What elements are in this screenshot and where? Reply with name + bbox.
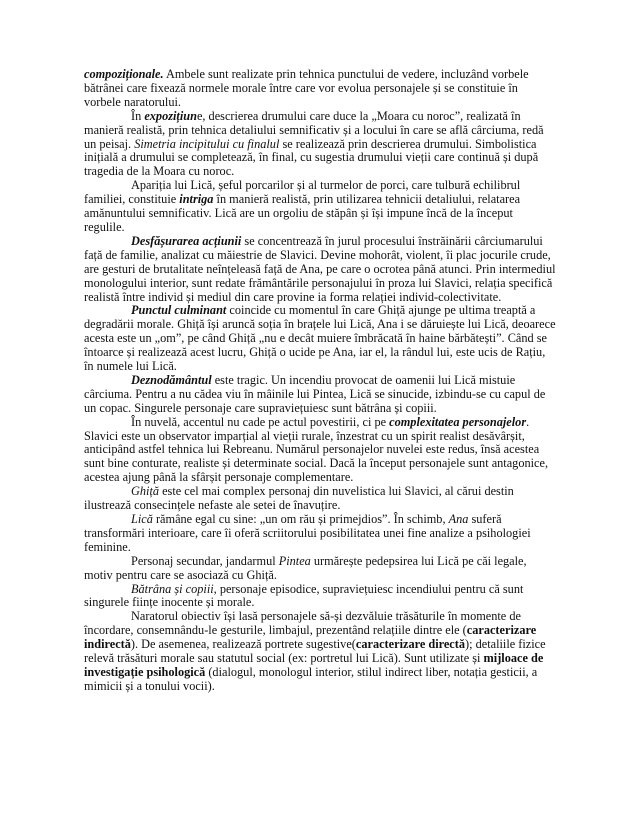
emphasized-text: Pintea — [278, 553, 311, 568]
emphasized-text: Simetria incipitului cu finalul — [134, 136, 280, 151]
emphasized-text: Punctul culminant — [131, 303, 227, 318]
paragraph — [84, 555, 556, 583]
text-run: . Slavici este un observator imparțial al vieții rurale, înzestrat cu un spirit realist desăvârșit, anticipând astfel tehnica lui Rebreanu. Numărul personajelor nuvelei este redus, însă acestea sunt bine conturate, realiste și determinate social. Dacă la început personajele sunt antagonice, acestea ajung până la sfârșit personaje complementare. — [84, 414, 549, 485]
paragraph — [84, 304, 556, 374]
emphasized-text: caracterizare directă — [355, 637, 466, 652]
text-run: ). De asemenea, realizează portrete sugestive( — [130, 637, 356, 652]
emphasized-text: complexitatea personajelor — [389, 414, 527, 429]
emphasized-text: Deznodământul — [131, 372, 212, 387]
text-run: În nuvelă, accentul nu cade pe actul povestirii, ci pe — [131, 414, 390, 429]
paragraph — [84, 235, 556, 305]
paragraph — [84, 416, 556, 486]
emphasized-text: compoziționale. — [84, 67, 164, 81]
emphasized-text: Bătrâna și copiii — [131, 581, 214, 596]
text-run: suferă transformări interioare, care îi oferă scriitorului posibilitatea unei fine analize a psihologiei feminine. — [84, 512, 531, 554]
emphasized-text: Ana — [448, 512, 469, 526]
text-run: se realizează prin descrierea drumului. Simbolistica inițială a drumului se completează, în final, cu sugestia drumului vieții care continuă și după tragedia de la Moara cu noroc. — [84, 136, 539, 179]
paragraph — [84, 485, 556, 513]
text-run: Apariția lui Lică, șeful porcarilor și al turmelor de porci, care tulbură echilibrul familiei, constituie — [84, 178, 521, 207]
emphasized-text: expozițiun — [144, 108, 197, 123]
text-run: Ambele sunt realizate prin tehnica punctului de vedere, incluzând vorbele bătrânei care fixează normele morale între care vor evolua personajele și se constituie în vorbele naratorului. — [84, 67, 529, 109]
text-run: e, descrierea drumului care duce la „Moara cu noroc”, realizată în manieră realistă, prin tehnica detaliului semnificativ și a locului în care se află cârciuma, redă un peisaj. — [84, 108, 544, 151]
emphasized-text: Lică — [131, 512, 153, 526]
paragraph — [84, 583, 556, 611]
emphasized-text: caracterizare indirectă — [84, 623, 537, 652]
emphasized-text: Ghiță — [131, 484, 160, 499]
paragraph — [84, 513, 556, 555]
paragraph — [84, 374, 556, 416]
text-run: se concentrează în jurul procesului înstrăinării cârciumarului față de familie, analizat cu măiestrie de Slavici. Devine mohorât, violent, îi plac jocurile crude, are gesturi de brutalitate neînțeleasă față de Ana, pe care o ocrotea până atunci. Prin intermediul monologului interior, sunt redate frământările personajului în proza lui Slavici, relația specifică realistă între individ și mediul din care provine ia forma relației individ-colectivitate. — [84, 233, 556, 304]
text-run: În — [131, 108, 145, 123]
text-run: în manieră realistă, prin utilizarea tehnicii detaliului, relatarea amănuntului semnificativ. Lică are un orgoliu de stăpân și își impune încă de la început regulile. — [84, 192, 521, 234]
text-run: este tragic. Un incendiu provocat de oamenii lui Lică mistuie cârciuma. Pentru a nu cădea viu în mâinile lui Pintea, Lică se sinucide, izbindu-se cu capul de un copac. Singurele personaje care supraviețuiesc sunt bătrâna și copiii. — [84, 372, 546, 415]
document-page — [84, 68, 556, 694]
text-run: este cel mai complex personaj din nuvelistica lui Slavici, al cărui destin ilustrează consecințele nefaste ale setei de înavuțire. — [84, 484, 514, 513]
text-run: urmărește pedepsirea lui Lică pe căi legale, motiv pentru care se asociază cu Ghiță. — [84, 553, 527, 582]
emphasized-text: Desfășurarea acțiunii — [131, 233, 242, 248]
paragraph — [84, 179, 556, 235]
paragraph — [84, 110, 556, 180]
text-run: ); detaliile fizice relevă trăsături morale sau statutul social (ex: portretul lui Lică). Sunt utilizate și — [84, 637, 546, 666]
text-run: Naratorul obiectiv își lasă personajele să-și dezvăluie trăsăturile în momente de încordare, consemnându-le gesturile, limbajul, prezentând relațiile dintre ele ( — [84, 609, 521, 638]
text-run: rămâne egal cu sine: „un om rău și primejdios”. În schimb, — [152, 512, 449, 526]
paragraph — [84, 610, 556, 693]
emphasized-text: intriga — [179, 192, 214, 207]
emphasized-text: mijloace de investigație psihologică — [84, 651, 544, 679]
text-run: (dialogul, monologul interior, stilul indirect liber, notația gesticii, a mimicii și a tonului vocii). — [84, 664, 538, 693]
paragraph — [84, 68, 556, 110]
text-run: Personaj secundar, jandarmul — [131, 553, 279, 568]
text-run: , personaje episodice, supraviețuiesc incendiului pentru că sunt singurele ființe inocente și morale. — [84, 581, 524, 610]
text-run: coincide cu momentul în care Ghiță ajunge pe ultima treaptă a degradării morale. Ghiță își aruncă soția în brațele lui Lică, Ana i se dăruiește lui Lică, deoarece acesta este un „om”, pe când Ghiță „nu e decât muiere îmbrăcată în haine bărbătești”. Când se întoarce și realizează acest lucru, Ghiță o ucide pe Ana, iar el, la rândul lui, este ucis de Rațiu, în numele lui Lică. — [84, 303, 556, 374]
